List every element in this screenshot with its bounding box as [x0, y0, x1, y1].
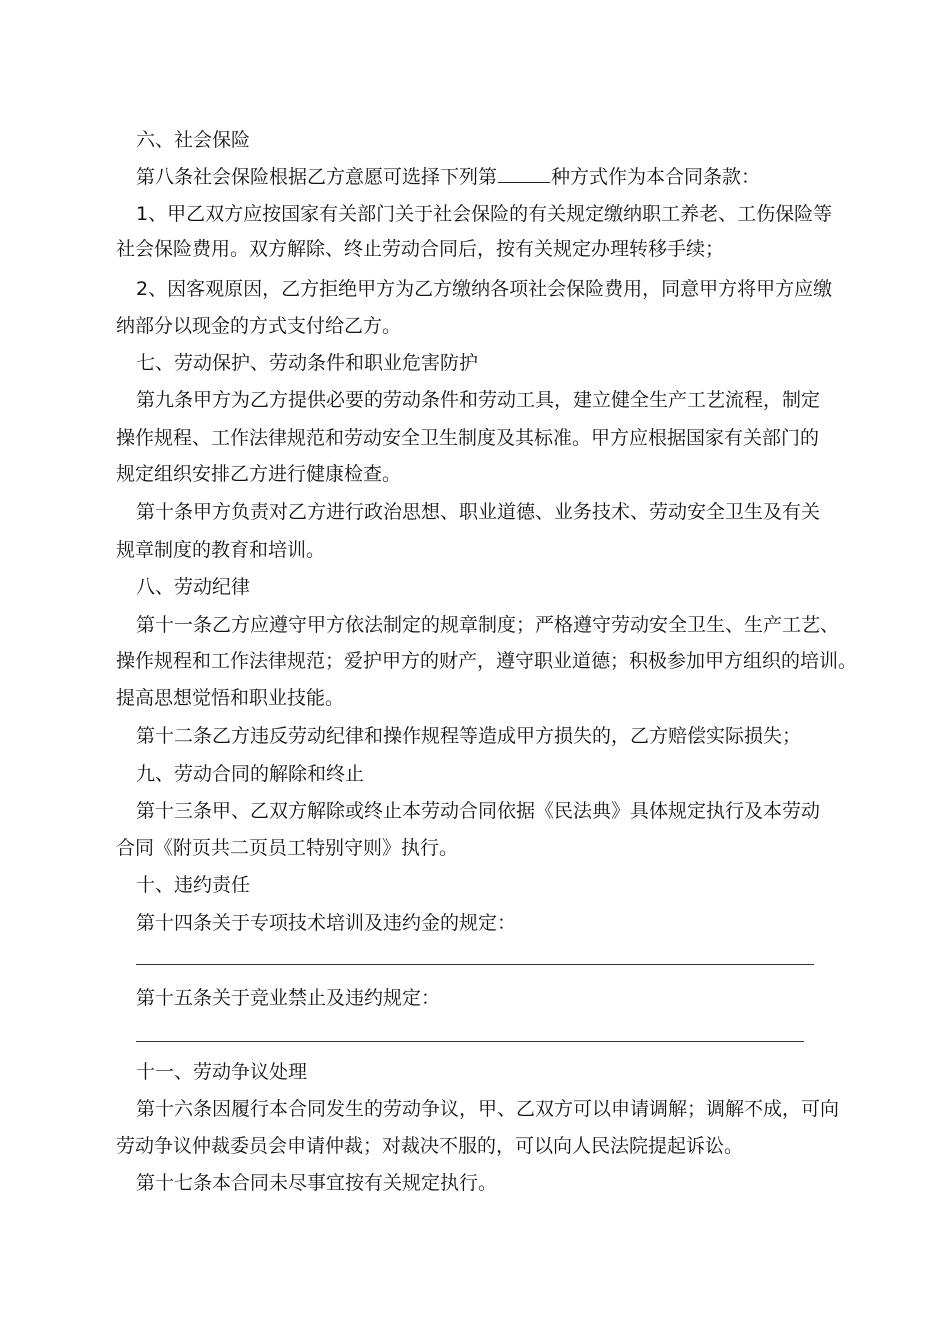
article-13-line-1: 第十三条甲、乙双方解除或终止本劳动合同依据《民法典》具体规定执行及本劳动	[136, 800, 821, 822]
article-14-line: 第十四条关于专项技术培训及违约金的规定：	[136, 912, 517, 934]
article-11-line-1: 第十一条乙方应遵守甲方依法制定的规章制度；严格遵守劳动安全卫生、生产工艺、	[136, 614, 840, 636]
article-12-line: 第十二条乙方违反劳动纪律和操作规程等造成甲方损失的，乙方赔偿实际损失；	[136, 725, 802, 747]
article-17-line: 第十七条本合同未尽事宜按有关规定执行。	[136, 1172, 498, 1194]
section-heading-termination: 九、劳动合同的解除和终止	[136, 763, 365, 785]
article-10-line-2: 规章制度的教育和培训。	[116, 539, 326, 561]
article-16-line-2: 劳动争议仲裁委员会申请仲裁；对裁决不服的，可以向人民法院提起诉讼。	[116, 1135, 744, 1157]
article-11-line-2: 操作规程和工作法律规范；爱护甲方的财产，遵守职业道德；积极参加甲方组织的培训。	[116, 650, 858, 672]
article-8-item-2-line-2: 纳部分以现金的方式支付给乙方。	[116, 315, 402, 337]
article-8-text-end: 种方式作为本合同条款：	[551, 166, 761, 188]
article-10-line-1: 第十条甲方负责对乙方进行政治思想、职业道德、业务技术、劳动安全卫生及有关	[136, 501, 821, 523]
article-8-item-1-line-2: 社会保险费用。双方解除、终止劳动合同后，按有关规定办理转移手续；	[116, 238, 725, 260]
section-heading-labor-discipline: 八、劳动纪律	[136, 576, 251, 598]
article-11-line-3: 提高思想觉悟和职业技能。	[116, 687, 345, 709]
article-13-line-2: 合同《附页共二页员工特别守则》执行。	[116, 837, 459, 859]
article-8-line	[136, 164, 760, 190]
article-9-line-3: 规定组织安排乙方进行健康检查。	[116, 463, 402, 485]
section-heading-dispute-resolution: 十一、劳动争议处理	[136, 1061, 308, 1083]
option-blank	[498, 164, 550, 183]
article-9-line-2: 操作规程、工作法律规范和劳动安全卫生制度及其标准。甲方应根据国家有关部门的	[116, 427, 820, 449]
article-8-item-2-line-1: 2、因客观原因，乙方拒绝甲方为乙方缴纳各项社会保险费用，同意甲方将甲方应缴	[136, 278, 833, 300]
section-heading-social-insurance: 六、社会保险	[136, 129, 251, 151]
article-14-fill-line	[136, 964, 814, 965]
article-8-item-1-line-1: 1、甲乙双方应按国家有关部门关于社会保险的有关规定缴纳职工养老、工伤保险等	[136, 203, 833, 225]
section-heading-breach-liability: 十、违约责任	[136, 874, 251, 896]
article-9-line-1: 第九条甲方为乙方提供必要的劳动条件和劳动工具，建立健全生产工艺流程，制定	[136, 389, 821, 411]
section-heading-labor-protection: 七、劳动保护、劳动条件和职业危害防护	[136, 352, 479, 374]
article-16-line-1: 第十六条因履行本合同发生的劳动争议，甲、乙双方可以申请调解；调解不成，可向	[136, 1098, 840, 1120]
article-15-fill-line	[136, 1041, 804, 1042]
article-15-line: 第十五条关于竞业禁止及违约规定：	[136, 987, 441, 1009]
article-8-text-start: 第八条社会保险根据乙方意愿可选择下列第	[136, 166, 498, 188]
